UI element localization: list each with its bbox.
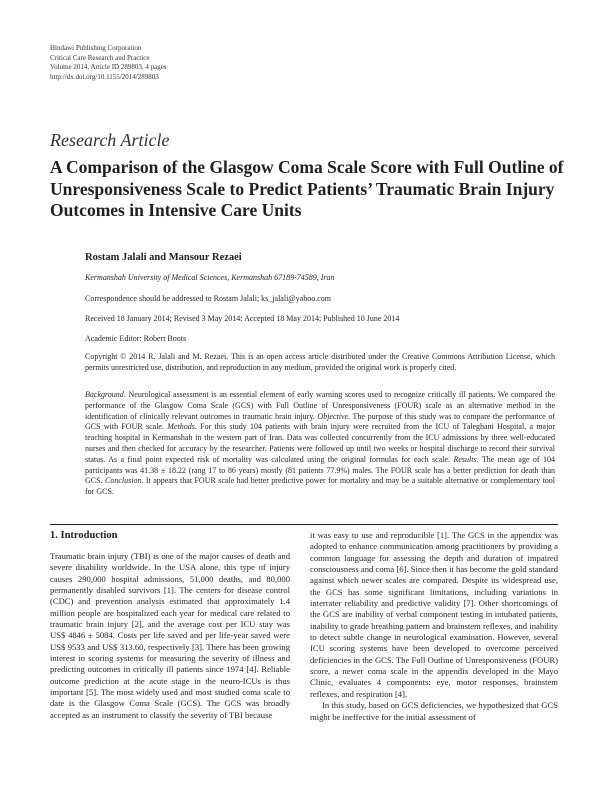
abstract-objective: . The purpose of this study was to compare the performance of GCS with FOUR scale.: [85, 411, 555, 432]
article-title: A Comparison of the Glasgow Coma Scale Score with Full Outline of Unresponsiveness Scale to Predict Patients’ Traumatic Brain Injury Outcomes in Intensive Care Units: [50, 157, 564, 220]
journal-name: Critical Care Research and Practice: [50, 53, 150, 62]
abstract-background-label: Background: [85, 390, 124, 399]
abstract: [85, 390, 555, 498]
publisher-line: Hindawi Publishing Corporation: [50, 44, 142, 52]
volume-line: Volume 2014, Article ID 289803, 4 pages: [50, 63, 167, 72]
abstract-conclusion-label: Conclusion: [105, 476, 142, 486]
publication-dates: Received 18 January 2014; Revised 3 May 2014; Accepted 18 May 2014; Published 10 June 2014: [85, 314, 400, 323]
intro-left-column: Traumatic brain injury (TBI) is one of the major causes of death and severe disability worldwide. In the USA alone, this type of injury causes 290,000 hospital admissions, 51,000 deaths, and 80,000 permanently disabled survivors [1]. The centers for disease control (CDC) and prevention analysis estimated that approximately 1.4 million people are hospitalized each year for medical care related to traumatic brain injury [2], and the average cost per ICU stay was US$ 4846 ± 5084. Costs per life saved and per life-year saved were US$ 9533 and US$ 313.60, respectively [3]. There has been growing interest in scoring systems for measuring the severity of illness and predicting outcomes in critically ill patients since 1974 [4]. Reliable outcome prediction at the acute stage in the neuro-ICUs is thus important [5]. The most widely used and most studied coma scale to date is the Glasgow Coma Scale (GCS). The GCS was broadly accepted as an instrument to classify the severity of TBI because: [50, 551, 290, 720]
intro-right-paragraph-1: it was easy to use and reproducible [1]. The GCS in the appendix was adopted to enhance communication among practitioners by providing a common language for assessing the depth and duration of impaired consciousness and coma [6]. Since then it has become the gold standard against which newer scales are compared. Despite its widespread use, the GCS has some significant limitations, including variations in interrater reliability and predictive validity [7]. Other shortcomings of the GCS are inability of verbal component testing in intubated patients, inability to grade breathing pattern and brainstem reflexes, and inability to detect subtle change in neurological examination. However, several ICU scoring systems have been developed to overcome perceived deficiencies in the GCS. The Full Outline of Unresponsiveness (FOUR) score, a newer coma scale in the appendix developed in the Mayo Clinic, evaluates 4 components: eye, motor responses, brainstem reflexes, and respiration [4].: [310, 530, 558, 699]
correspondence: Correspondence should be addressed to Rostam Jalali; ks_jalali@yahoo.com: [85, 294, 331, 303]
abstract-methods-label: Methods: [167, 422, 195, 432]
abstract-conclusion: . It appears that FOUR scale had better predictive power for mortality and may be a suitable alternative or complementary tool for GCS.: [85, 476, 556, 497]
abstract-objective-label: Objective: [317, 411, 349, 421]
journal-header: [50, 44, 167, 82]
intro-right-paragraph-2: In this study, based on GCS deficiencies, we hypothesized that GCS might be ineffective for the initial assessment of: [310, 700, 558, 722]
academic-editor: Academic Editor: Robert Boots: [85, 334, 187, 343]
abstract-results-label: Results: [453, 454, 477, 464]
copyright-notice: Copyright © 2014 R. Jalali and M. Rezaei. This is an open access article distributed under the Creative Commons Attribution License, which permits unrestricted use, distribution, and reproduction in any medium, provided the original work is properly cited.: [85, 352, 555, 372]
article-type: Research Article: [50, 130, 170, 150]
abstract-background: . Neurological assessment is an essential element of early warning scores used to recognize critically ill patients. We compared the performance of the Glasgow Coma Scale (GCS) with Full Outline of Unresponsiveness (FOUR) scale as an alternative method in the identification of clinically relevant outcomes in traumatic brain injury.: [85, 390, 555, 421]
authors: Rostam Jalali and Mansour Rezaei: [85, 252, 242, 263]
intro-right-column: [310, 530, 558, 723]
abstract-results: . The mean age of 104 participants was 41.38 ± 18.22 (rang 17 to 86 years) mostly (81 patients 77.9%) males. The FOUR scale has a better prediction for death than GCS.: [85, 454, 555, 486]
abstract-methods: . For this study 104 patients with brain injury were recruited from the ICU of Taleghani Hospital, a major teaching hospital in Kermanshah in the western part of Iran. Data was collected concurrently from the ICU admissions by three well-educated nurses and then checked for accuracy by the researcher. Patients were followed up until two weeks or hospital discharge to record their survival status. As a final point expected risk of mortality was calculated using the original formulas for each scale.: [85, 422, 555, 464]
affiliation: Kermanshah University of Medical Sciences, Kermanshah 67189-74589, Iran: [85, 273, 335, 282]
introduction-heading: 1. Introduction: [50, 530, 118, 541]
doi-link[interactable]: http://dx.doi.org/10.1155/2014/289803: [50, 72, 159, 81]
section-divider: [50, 524, 558, 525]
